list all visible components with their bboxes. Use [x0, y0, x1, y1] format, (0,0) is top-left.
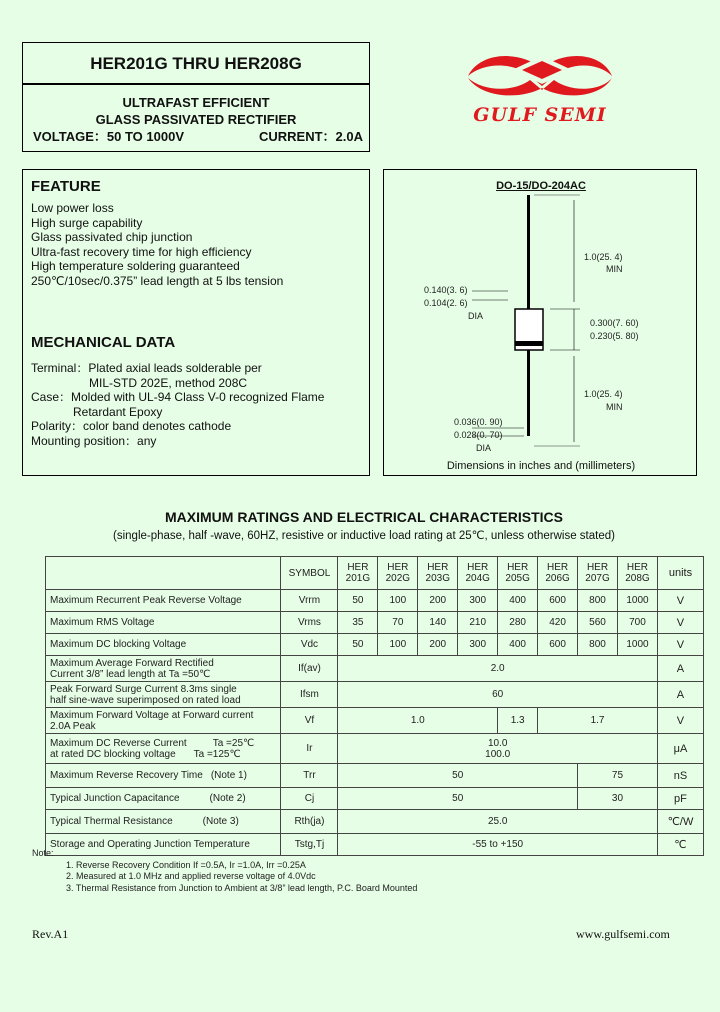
voltage-rating: VOLTAGE：50 TO 1000V	[33, 129, 184, 144]
part-header: HER 205G	[498, 557, 538, 590]
table-row: Maximum Reverse Recovery Time (Note 1) Trr 50 75 nS	[46, 764, 704, 788]
package-name: DO-15/DO-204AC	[496, 180, 586, 192]
ratings-title: MAXIMUM RATINGS AND ELECTRICAL CHARACTERISTICS	[165, 509, 563, 525]
lead-length-bottom-min: MIN	[606, 402, 623, 412]
mechanical-line: Retardant Epoxy	[73, 404, 163, 419]
table-row: Maximum Forward Voltage at Forward current 2.0A Peak Vf 1.0 1.3 1.7 V	[46, 708, 704, 734]
package-diagram-box	[383, 169, 697, 476]
body-length-max: 0.300(7. 60)	[590, 318, 639, 328]
notes-title: Note:	[32, 848, 54, 858]
feature-item: Glass passivated chip junction	[31, 230, 193, 245]
table-row: Maximum RMS Voltage Vrms 35 70 140 210 280 420 560 700 V	[46, 612, 704, 634]
part-header: HER 202G	[378, 557, 418, 590]
feature-item: High temperature soldering guaranteed	[31, 259, 240, 274]
part-range-title: HER201G THRU HER208G	[90, 54, 302, 73]
feature-box	[22, 169, 370, 476]
mechanical-line: Case：Molded with UL-94 Class V-0 recognized Flame	[31, 390, 325, 405]
table-row: Storage and Operating Junction Temperature Tstg,Tj -55 to +150 ℃	[46, 834, 704, 856]
description-box	[22, 84, 370, 152]
note-item: 2. Measured at 1.0 MHz and applied reverse voltage of 4.0Vdc	[66, 871, 316, 881]
notes-block	[32, 848, 417, 894]
lead-length-top-min: MIN	[606, 264, 623, 274]
table-header-row	[46, 557, 704, 590]
part-title-box	[22, 42, 370, 84]
table-row: Peak Forward Surge Current 8.3ms single half sine-wave superimposed on rated load Ifsm 60 A	[46, 682, 704, 708]
dimensions-caption: Dimensions in inches and (millimeters)	[446, 460, 636, 472]
feature-item: High surge capability	[31, 215, 143, 230]
mechanical-line: Terminal：Plated axial leads solderable per	[31, 361, 262, 375]
mechanical-line: Mounting position：any	[31, 433, 157, 448]
description-line-1: ULTRAFAST EFFICIENT	[122, 95, 270, 110]
part-header: HER 206G	[538, 557, 578, 590]
table-row: Maximum DC blocking Voltage Vdc 50 100 200 300 400 600 800 1000 V	[46, 634, 704, 656]
lead-length-top: 1.0(25. 4)	[584, 252, 623, 262]
feature-item: Low power loss	[31, 201, 114, 215]
part-header: HER 204G	[458, 557, 498, 590]
body-dia-max: 0.140(3. 6)	[424, 285, 468, 295]
feature-item: 250℃/10sec/0.375” lead length at 5 lbs tension	[31, 273, 284, 288]
part-header: HER 207G	[578, 557, 618, 590]
part-header: HER 203G	[418, 557, 458, 590]
table-row: Typical Junction Capacitance (Note 2) Cj 50 30 pF	[46, 788, 704, 810]
logo-text: GULF SEMI	[473, 104, 607, 126]
table-row: Maximum DC Reverse Current Ta =25℃ at rated DC blocking voltage Ta =125℃ Ir 10.0 100.0 μA	[46, 734, 704, 764]
symbol-header: SYMBOL	[281, 557, 338, 590]
table-row: Maximum Recurrent Peak Reverse Voltage Vrrm 50 100 200 300 400 600 800 1000 V	[46, 590, 704, 612]
diode-outline-drawing	[384, 170, 698, 477]
feature-item: Ultra-fast recovery time for high efficiency	[31, 244, 252, 259]
body-dia-min: 0.104(2. 6)	[424, 298, 468, 308]
part-header: HER 201G	[338, 557, 378, 590]
lead-length-bottom: 1.0(25. 4)	[584, 389, 623, 399]
website-link[interactable]: www.gulfsemi.com	[576, 927, 670, 941]
note-item: 3. Thermal Resistance from Junction to Ambient at 3/8” lead length, P.C. Board Mounted	[66, 882, 418, 893]
header-blank	[46, 557, 281, 590]
table-row: Maximum Average Forward Rectified Current 3/8” lead length at Ta =50℃ If(av) 2.0 A	[46, 656, 704, 682]
feature-heading: FEATURE	[31, 178, 101, 195]
mechanical-heading: MECHANICAL DATA	[31, 334, 176, 351]
revision-label: Rev.A1	[32, 927, 69, 941]
part-header: HER 208G	[617, 557, 657, 590]
mechanical-line: Polarity：color band denotes cathode	[31, 419, 232, 434]
current-rating: CURRENT：2.0A	[259, 129, 364, 144]
lead-dia-max: 0.036(0. 90)	[454, 417, 503, 427]
mechanical-line: MIL-STD 202E, method 208C	[89, 375, 248, 390]
ratings-subtitle: (single-phase, half -wave, 60HZ, resistive or inductive load rating at 25℃, unless otherwise stated)	[113, 530, 615, 542]
lead-dia-min: 0.028(0. 70)	[454, 430, 503, 440]
description-line-2: GLASS PASSIVATED RECTIFIER	[95, 112, 297, 127]
table-row: Typical Thermal Resistance (Note 3) Rth(ja) 25.0 ℃/W	[46, 810, 704, 834]
note-item: 1. Reverse Recovery Condition If =0.5A, Ir =1.0A, Irr =0.25A	[66, 859, 306, 870]
units-header: units	[657, 557, 703, 590]
body-length-min: 0.230(5. 80)	[590, 331, 639, 341]
mechanical-list	[31, 361, 324, 449]
lead-dia-label: DIA	[476, 443, 492, 453]
body-dia-label: DIA	[468, 311, 484, 321]
ratings-table	[45, 556, 704, 856]
feature-list	[31, 201, 283, 289]
gulf-semi-logo	[460, 48, 620, 128]
